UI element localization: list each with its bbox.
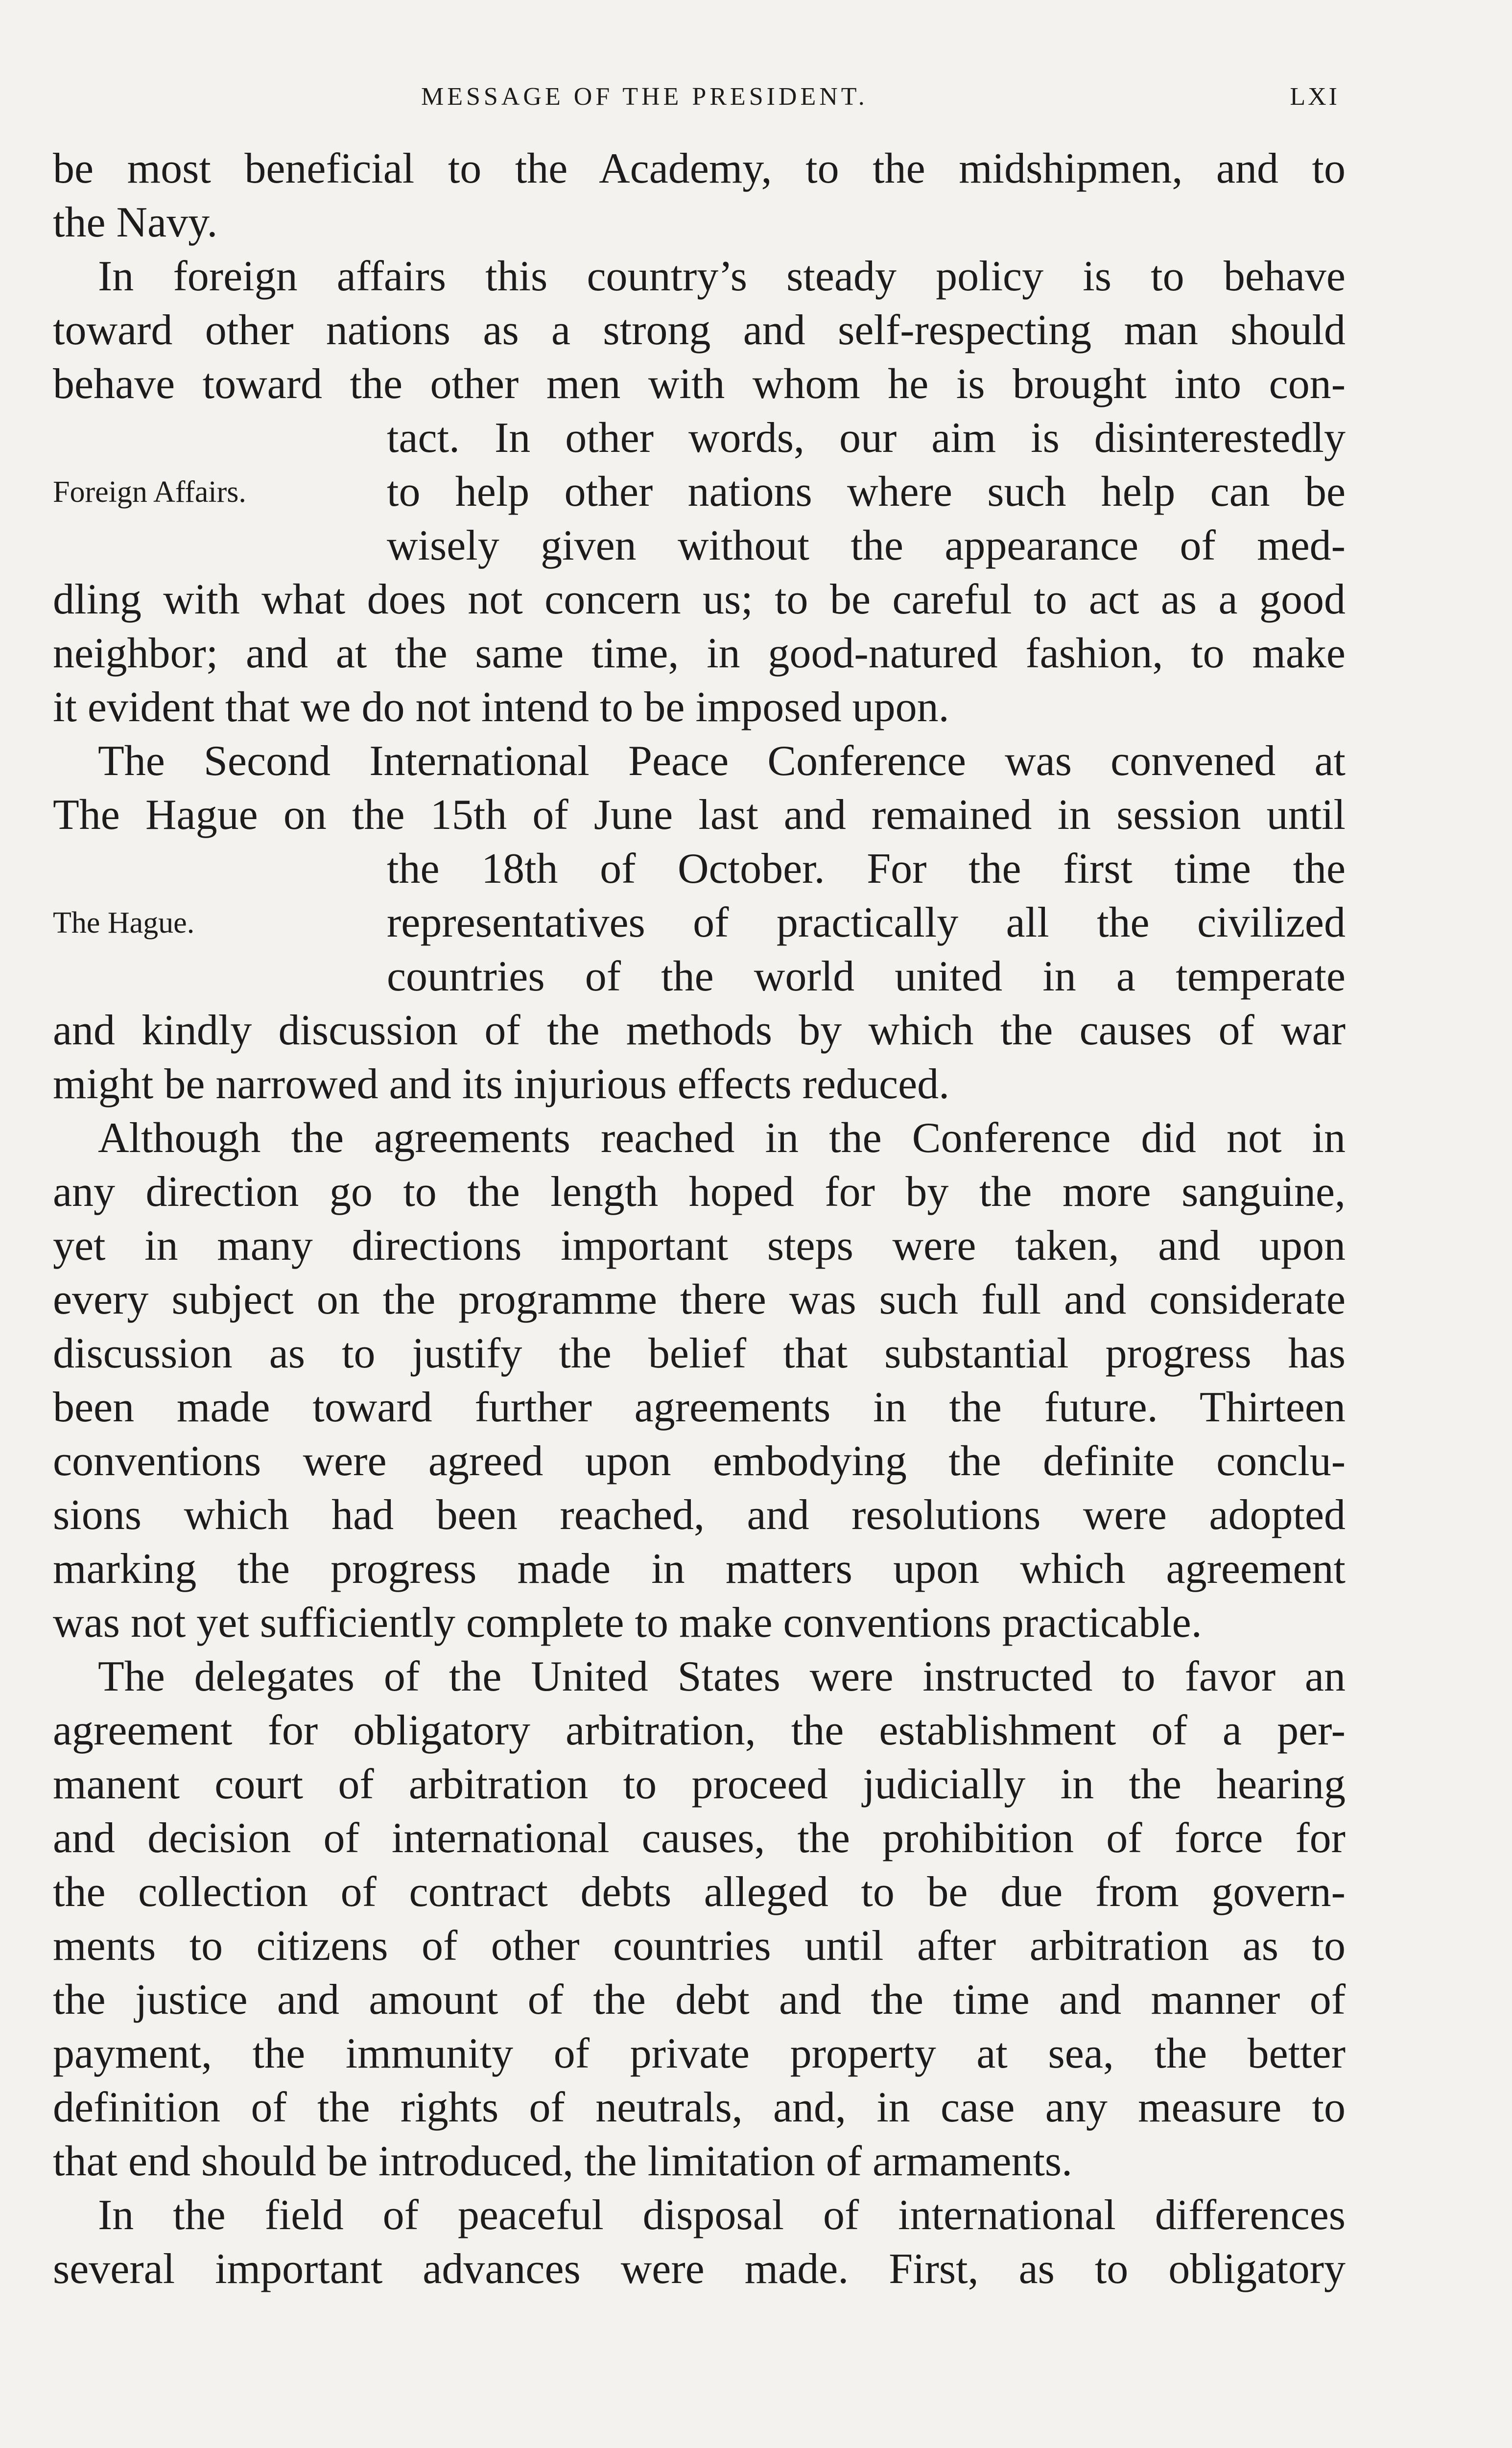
text-line: and decision of international causes, the prohibition of force for [53, 1814, 1346, 1862]
text-line: The Second International Peace Conference was convened at [98, 737, 1346, 785]
text-line: the Navy. [53, 199, 218, 246]
text-line: The Hague on the 15th of June last and remained in session until [53, 791, 1346, 839]
text-line: to help other nations where such help can be [387, 468, 1346, 516]
text-line: been made toward further agreements in the future. Thirteen [53, 1384, 1346, 1431]
margin-note-foreign-affairs: Foreign Affairs. [53, 475, 246, 509]
text-line: countries of the world united in a temperate [387, 953, 1346, 1000]
text-line: manent court of arbitration to proceed judicially in the hearing [53, 1761, 1346, 1808]
text-line: the 18th of October. For the first time the [387, 845, 1346, 893]
text-line: dling with what does not concern us; to be careful to act as a good [53, 576, 1346, 623]
text-line: toward other nations as a strong and self-respecting man should [53, 306, 1346, 354]
text-line: tact. In other words, our aim is disinterestedly [387, 414, 1346, 462]
running-head-title: MESSAGE OF THE PRESIDENT. [421, 83, 868, 111]
text-line: and kindly discussion of the methods by which the causes of war [53, 1007, 1346, 1054]
text-line: agreement for obligatory arbitration, the establishment of a per- [53, 1707, 1346, 1754]
running-head [0, 82, 1512, 126]
text-line: Although the agreements reached in the Conference did not in [98, 1114, 1346, 1162]
text-line: ments to citizens of other countries until after arbitration as to [53, 1922, 1346, 1970]
text-line: discussion as to justify the belief that substantial progress has [53, 1330, 1346, 1377]
text-line: was not yet sufficiently complete to make conventions practicable. [53, 1599, 1202, 1647]
text-line: neighbor; and at the same time, in good-natured fashion, to make [53, 630, 1346, 677]
text-line: several important advances were made. First, as to obligatory [53, 2245, 1346, 2293]
text-line: payment, the immunity of private property at sea, the better [53, 2030, 1346, 2077]
text-line: definition of the rights of neutrals, and, in case any measure to [53, 2084, 1346, 2131]
text-line: In the field of peaceful disposal of international differences [98, 2191, 1346, 2239]
text-line: In foreign affairs this country’s steady policy is to behave [98, 253, 1346, 300]
text-line: yet in many directions important steps were taken, and upon [53, 1222, 1346, 1270]
text-line: sions which had been reached, and resolutions were adopted [53, 1491, 1346, 1539]
text-line: wisely given without the appearance of med- [387, 522, 1346, 569]
text-line: it evident that we do not intend to be imposed upon. [53, 683, 949, 731]
text-line: the collection of contract debts alleged to be due from govern- [53, 1868, 1346, 1916]
text-line: that end should be introduced, the limitation of armaments. [53, 2138, 1073, 2185]
text-line: representatives of practically all the civilized [387, 899, 1346, 946]
text-line: might be narrowed and its injurious effects reduced. [53, 1060, 950, 1108]
text-line: conventions were agreed upon embodying the definite conclu- [53, 1437, 1346, 1485]
text-line: The delegates of the United States were instructed to favor an [98, 1653, 1346, 1700]
text-line: every subject on the programme there was such full and considerate [53, 1276, 1346, 1323]
margin-note-the-hague: The Hague. [53, 906, 195, 940]
page-number: LXI [1290, 83, 1340, 111]
text-line: marking the progress made in matters upon which agreement [53, 1545, 1346, 1593]
text-line: behave toward the other men with whom he is brought into con- [53, 360, 1346, 408]
text-line: any direction go to the length hoped for by the more sanguine, [53, 1168, 1346, 1216]
text-line: be most beneficial to the Academy, to the midshipmen, and to [53, 145, 1346, 192]
text-line: the justice and amount of the debt and the time and manner of [53, 1976, 1346, 2024]
